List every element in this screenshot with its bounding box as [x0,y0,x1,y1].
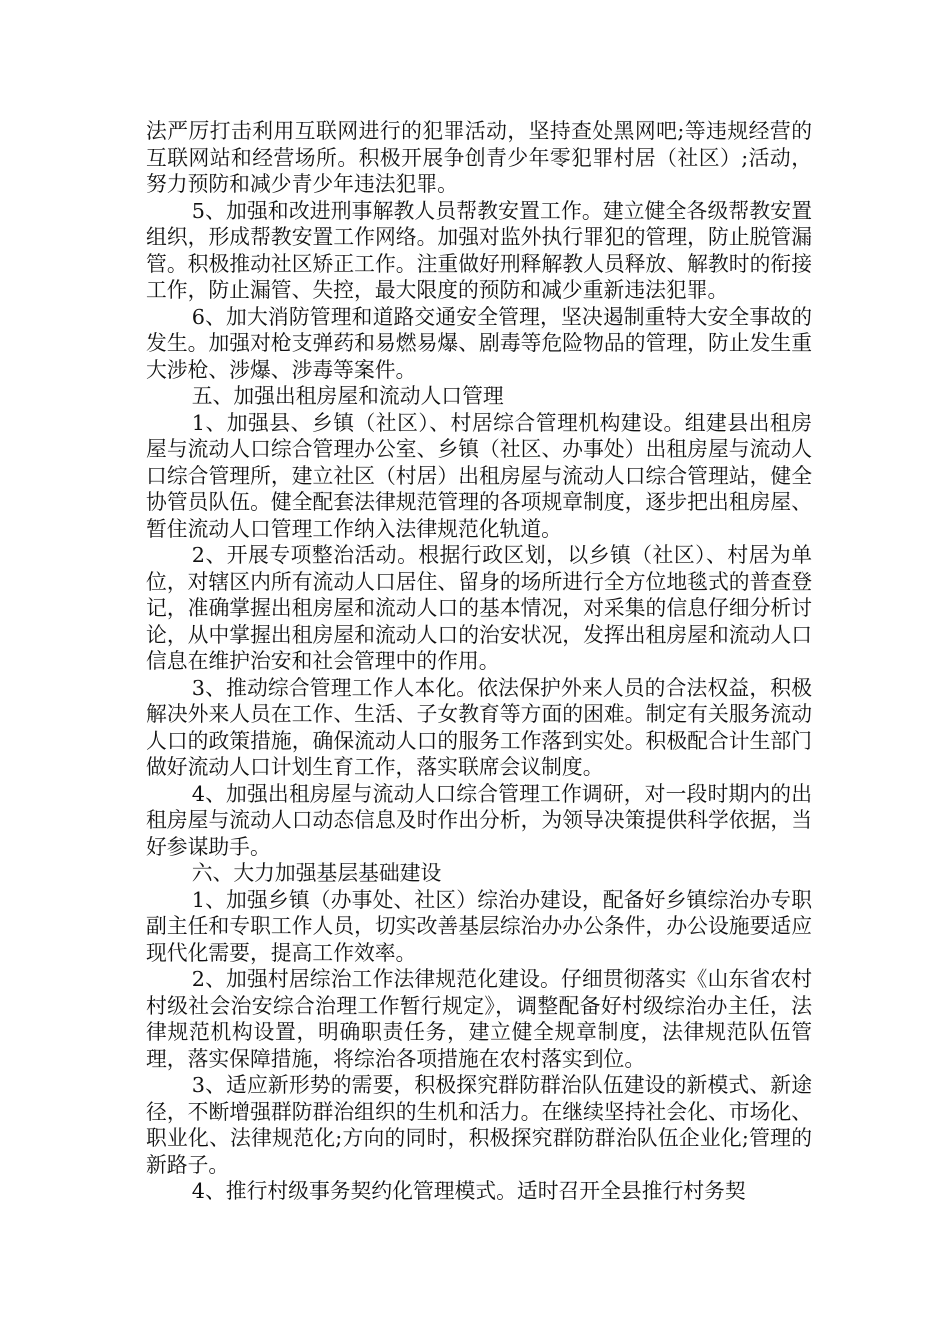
paragraph-section5-item-1: 1、加强县、乡镇（社区）、村居综合管理机构建设。组建县出租房屋与流动人口综合管理办公室、乡镇（社区、办事处）出租房屋与流动人口综合管理所，建立社区（村居）出租房屋与流动人口综合管理站，健全协管员队伍。健全配套法律规范管理的各项规章制度，逐步把出租房屋、暂住流动人口管理工作纳入法律规范化轨道。 [146,410,812,541]
paragraph-section5-item-3: 3、推动综合管理工作人本化。依法保护外来人员的合法权益，积极解决外来人员在工作、生活、子女教育等方面的困难。制定有关服务流动人口的政策措施，确保流动人口的服务工作落到实处。积极配合计生部门做好流动人口计划生育工作，落实联席会议制度。 [146,675,812,779]
paragraph-section6-item-3: 3、适应新形势的需要，积极探究群防群治队伍建设的新模式、新途径，不断增强群防群治组织的生机和活力。在继续坚持社会化、市场化、职业化、法律规范化;方向的同时，积极探究群防群治队伍企业化;管理的新路子。 [146,1073,812,1177]
paragraph-section6-item-1: 1、加强乡镇（办事处、社区）综治办建设，配备好乡镇综治办专职副主任和专职工作人员，切实改善基层综治办办公条件，办公设施要适应现代化需要，提高工作效率。 [146,887,812,965]
paragraph-section6-item-2: 2、加强村居综治工作法律规范化建设。仔细贯彻落实《山东省农村村级社会治安综合治理工作暂行规定》，调整配备好村级综治办主任，法律规范机构设置，明确职责任务，建立健全规章制度，法律规范队伍管理，落实保障措施，将综治各项措施在农村落实到位。 [146,967,812,1071]
section-heading-6: 六、大力加强基层基础建设 [191,861,442,885]
document-body [146,118,812,1205]
paragraph-item-5: 5、加强和改进刑事解教人员帮教安置工作。建立健全各级帮教安置组织，形成帮教安置工作网络。加强对监外执行罪犯的管理，防止脱管漏管。积极推动社区矫正工作。注重做好刑释解教人员释放、解教时的衔接工作，防止漏管、失控，最大限度的预防和减少重新违法犯罪。 [146,198,812,302]
paragraph-continuation: 法严厉打击利用互联网进行的犯罪活动，坚持查处黑网吧;等违规经营的互联网站和经营场所。积极开展争创青少年零犯罪村居（社区）;活动，努力预防和减少青少年违法犯罪。 [146,119,812,196]
section-heading-5: 五、加强出租房屋和流动人口管理 [191,384,504,408]
paragraph-section5-item-2: 2、开展专项整治活动。根据行政区划，以乡镇（社区）、村居为单位，对辖区内所有流动人口居住、留身的场所进行全方位地毯式的普查登记，准确掌握出租房屋和流动人口的基本情况，对采集的信息仔细分析讨论，从中掌握出租房屋和流动人口的治安状况，发挥出租房屋和流动人口信息在维护治安和社会管理中的作用。 [146,543,812,673]
paragraph-section5-item-4: 4、加强出租房屋与流动人口综合管理工作调研，对一段时期内的出租房屋与流动人口动态信息及时作出分析，为领导决策提供科学依据，当好参谋助手。 [146,781,812,859]
paragraph-item-6: 6、加大消防管理和道路交通安全管理，坚决遏制重特大安全事故的发生。加强对枪支弹药和易燃易爆、剧毒等危险物品的管理，防止发生重大涉枪、涉爆、涉毒等案件。 [146,304,812,382]
paragraph-section6-item-4: 4、推行村级事务契约化管理模式。适时召开全县推行村务契 [191,1179,746,1203]
